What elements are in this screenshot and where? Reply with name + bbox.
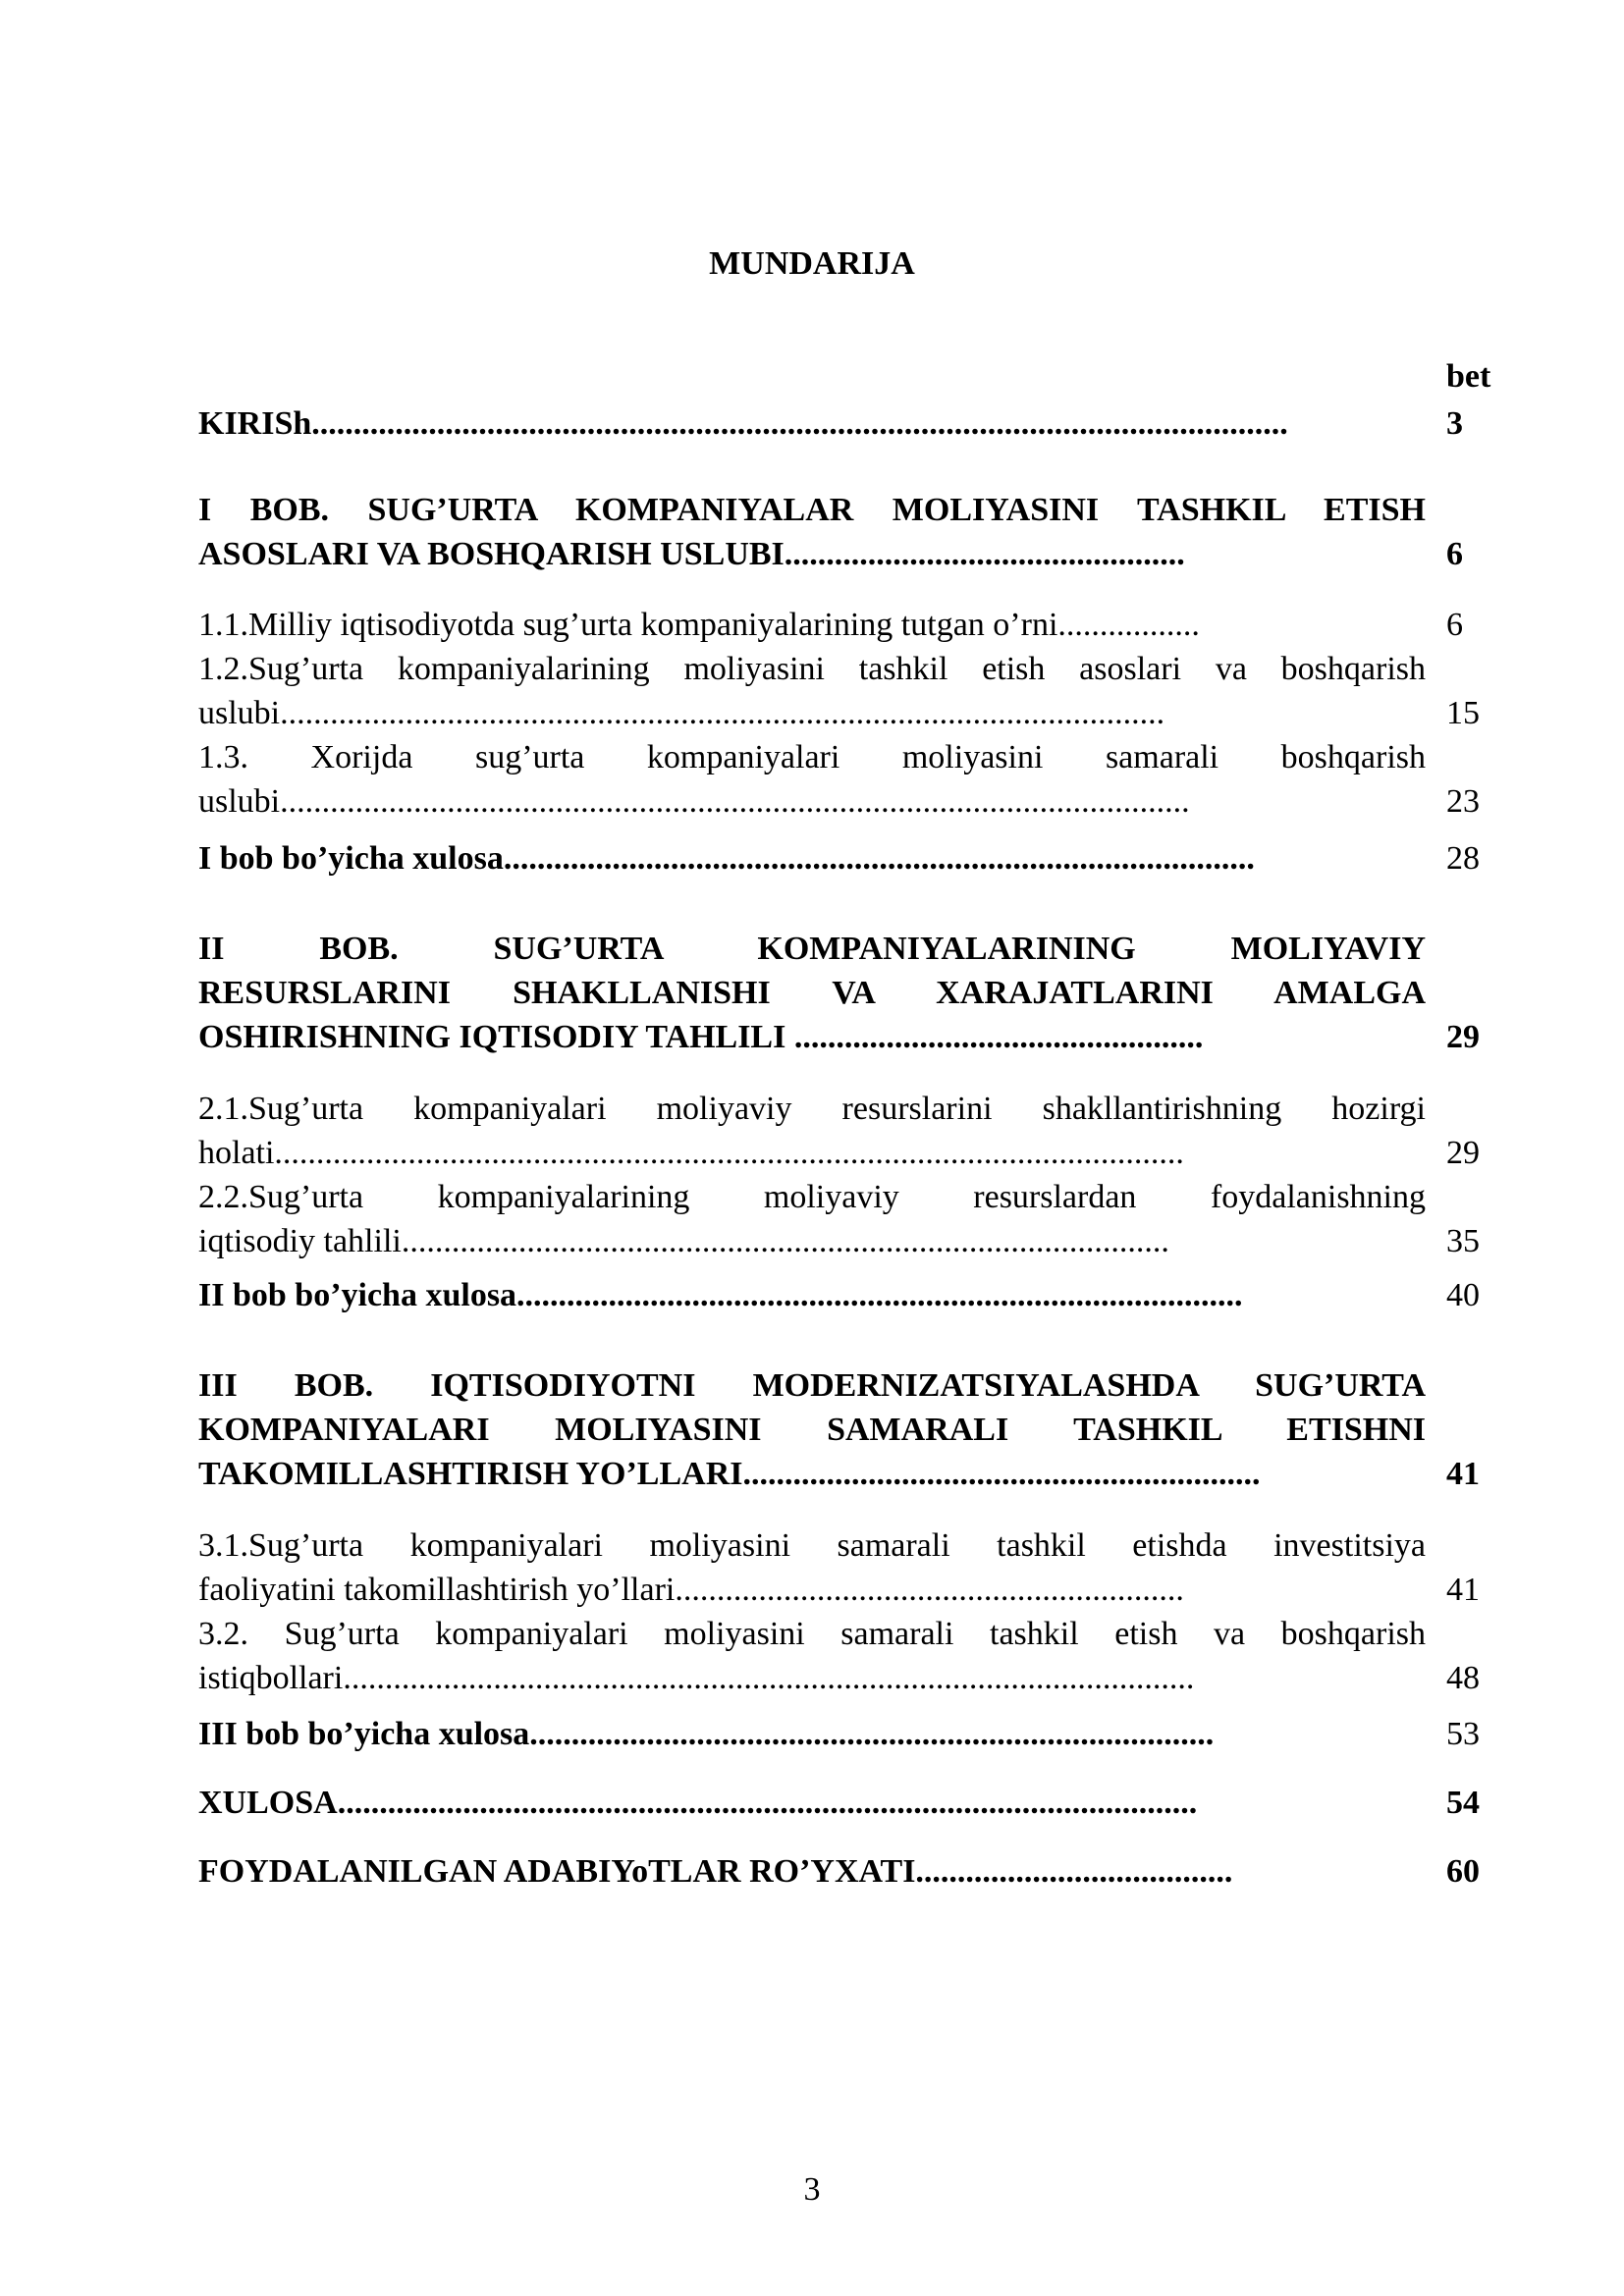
toc-page-section-2-1: 29: [1446, 1135, 1480, 1171]
toc-page-section-1-2: 15: [1446, 695, 1480, 731]
toc-page-conclusion-3: 53: [1446, 1716, 1480, 1752]
toc-section-1-1[interactable]: 1.1.Milliy iqtisodiyotda sug’urta kompaniyalarining tutgan o’rni.................: [198, 607, 1200, 643]
toc-chapter-2-line2[interactable]: RESURSLARINI SHAKLLANISHI VA XARAJATLARINI AMALGA: [198, 975, 1426, 1011]
toc-page-kirish: 3: [1446, 405, 1463, 442]
toc-chapter-3-line2[interactable]: KOMPANIYALARI MOLIYASINI SAMARALI TASHKIL ETISHNI: [198, 1412, 1426, 1448]
toc-entry-kirish[interactable]: KIRISh.....................................................................................................................: [198, 405, 1288, 442]
toc-section-3-2-line1[interactable]: 3.2. Sug’urta kompaniyalari moliyasini samarali tashkil etish va boshqarish: [198, 1616, 1426, 1652]
toc-entry-xulosa[interactable]: XULOSA.......................................................................................................: [198, 1785, 1198, 1821]
toc-conclusion-1[interactable]: I bob bo’yicha xulosa..........................................................................................: [198, 840, 1255, 877]
toc-page-chapter-2: 29: [1446, 1019, 1480, 1055]
toc-section-1-3-line2[interactable]: uslubi.............................................................................................................: [198, 783, 1190, 820]
toc-section-2-1-line1[interactable]: 2.1.Sug’urta kompaniyalari moliyaviy resurslarini shakllantirishning hozirgi: [198, 1091, 1426, 1127]
toc-chapter-3-line1[interactable]: III BOB. IQTISODIYOTNI MODERNIZATSIYALASHDA SUG’URTA: [198, 1367, 1426, 1404]
toc-conclusion-2[interactable]: II bob bo’yicha xulosa.......................................................................................: [198, 1277, 1243, 1313]
toc-page-xulosa: 54: [1446, 1785, 1480, 1821]
toc-section-1-2-line2[interactable]: uslubi..........................................................................................................: [198, 695, 1165, 731]
toc-page-section-1-3: 23: [1446, 783, 1480, 820]
toc-section-2-2-line1[interactable]: 2.2.Sug’urta kompaniyalarining moliyaviy resurslardan foydalanishning: [198, 1179, 1426, 1215]
toc-page-section-1-1: 6: [1446, 607, 1463, 643]
toc-page-chapter-1: 6: [1446, 536, 1463, 572]
toc-section-3-2-line2[interactable]: istiqbollari......................................................................................................: [198, 1660, 1195, 1696]
page-column-label: bet: [1446, 358, 1491, 395]
toc-page-conclusion-2: 40: [1446, 1277, 1480, 1313]
toc-page-section-3-2: 48: [1446, 1660, 1480, 1696]
toc-page-conclusion-1: 28: [1446, 840, 1480, 877]
toc-page-references: 60: [1446, 1853, 1480, 1890]
toc-section-3-1-line1[interactable]: 3.1.Sug’urta kompaniyalari moliyasini samarali tashkil etishda investitsiya: [198, 1527, 1426, 1564]
toc-page-chapter-3: 41: [1446, 1456, 1480, 1492]
toc-chapter-2-line3[interactable]: OSHIRISHNING IQTISODIY TAHLILI .................................................: [198, 1019, 1204, 1055]
toc-section-2-2-line2[interactable]: iqtisodiy tahlili............................................................................................: [198, 1223, 1169, 1259]
toc-section-1-2-line1[interactable]: 1.2.Sug’urta kompaniyalarining moliyasini tashkil etish asoslari va boshqarish: [198, 651, 1426, 687]
toc-chapter-1-line1[interactable]: I BOB. SUG’URTA KOMPANIYALAR MOLIYASINI TASHKIL ETISH: [198, 492, 1426, 528]
toc-section-3-1-line2[interactable]: faoliyatini takomillashtirish yo’llari.............................................................: [198, 1572, 1184, 1608]
toc-entry-references[interactable]: FOYDALANILGAN ADABIYoTLAR RO’YXATI......................................: [198, 1853, 1233, 1890]
toc-section-2-1-line2[interactable]: holati.............................................................................................................: [198, 1135, 1184, 1171]
toc-conclusion-3[interactable]: III bob bo’yicha xulosa..................................................................................: [198, 1716, 1215, 1752]
toc-section-1-3-line1[interactable]: 1.3. Xorijda sug’urta kompaniyalari moliyasini samarali boshqarish: [198, 739, 1426, 775]
toc-chapter-1-line2[interactable]: ASOSLARI VA BOSHQARISH USLUBI................................................: [198, 536, 1185, 572]
toc-page-section-2-2: 35: [1446, 1223, 1480, 1259]
page-title: MUNDARIJA: [709, 245, 915, 282]
toc-chapter-2-line1[interactable]: II BOB. SUG’URTA KOMPANIYALARINING MOLIYAVIY: [198, 931, 1426, 967]
toc-page-section-3-1: 41: [1446, 1572, 1480, 1608]
page-number: 3: [803, 2171, 821, 2208]
toc-chapter-3-line3[interactable]: TAKOMILLASHTIRISH YO’LLARI..............................................................: [198, 1456, 1261, 1492]
